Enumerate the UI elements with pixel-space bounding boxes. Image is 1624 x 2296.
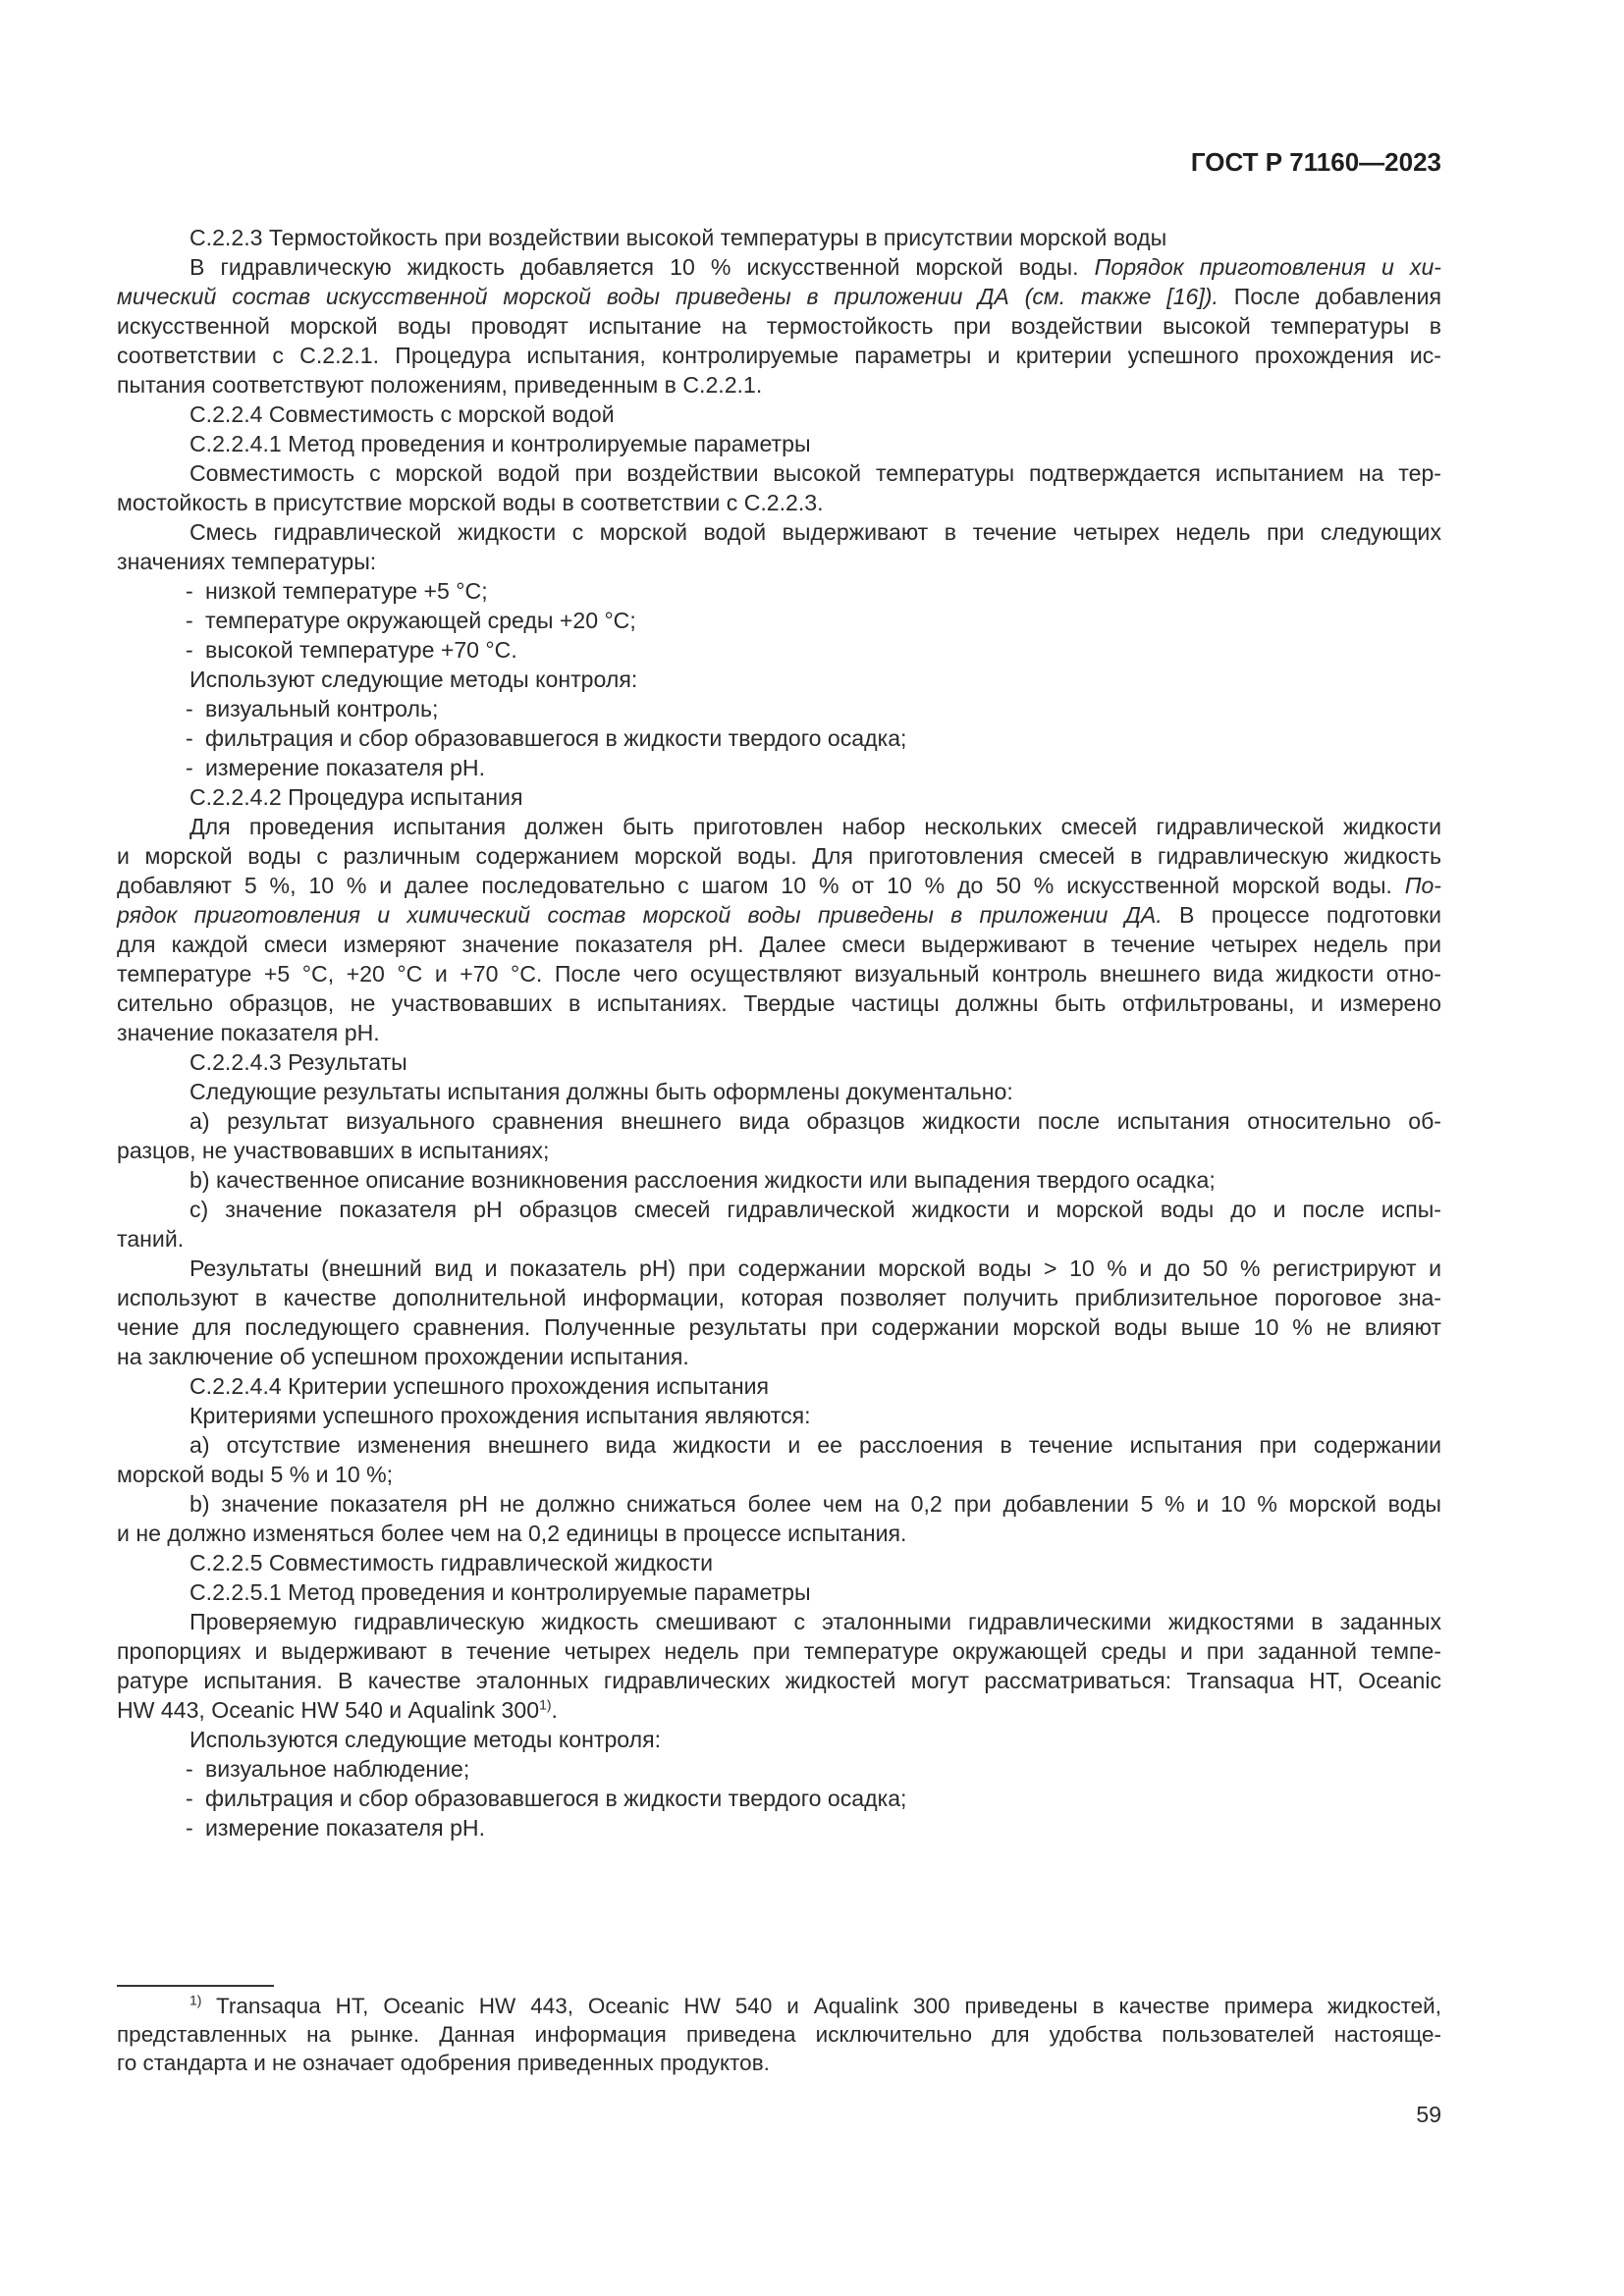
section-heading: С.2.2.4.1 Метод проведения и контролируемые параметры (189, 431, 811, 456)
list-item: - визуальное наблюдение; (186, 1756, 470, 1782)
paragraph-line: Используются следующие методы контроля: (189, 1727, 662, 1752)
section-heading: С.2.2.4.3 Результаты (189, 1049, 407, 1075)
paragraph-line: сительно образцов, не участвовавших в испытаниях. Твердые частицы должны быть отфильтрованы, и измерено (117, 990, 1441, 1016)
list-item: - визуальный контроль; (186, 696, 439, 721)
footnote-divider (117, 1985, 274, 1987)
paragraph-line: В гидравлическую жидкость добавляется 10 % искусственной морской воды. Порядок приготовления и хи- (189, 254, 1441, 280)
page-number: 59 (1416, 2102, 1441, 2127)
paragraph-line: Для проведения испытания должен быть приготовлен набор нескольких смесей гидравлической жидкости (189, 814, 1441, 839)
footnote (117, 1992, 1441, 2077)
list-item: - температуре окружающей среды +20 °C; (186, 608, 636, 633)
paragraph-line: Следующие результаты испытания должны быть оформлены документально: (189, 1079, 1013, 1104)
paragraph-line: ратуре испытания. В качестве эталонных гидравлических жидкостей могут рассматриваться: Transaqua HT, Oceanic (117, 1668, 1441, 1693)
paragraph-line: на заключение об успешном прохождении испытания. (117, 1344, 689, 1369)
section-heading: С.2.2.5.1 Метод проведения и контролируемые параметры (189, 1579, 811, 1605)
list-item: - низкой температуре +5 °C; (186, 578, 488, 604)
paragraph-line: таний. (117, 1226, 185, 1252)
paragraph-line: мостойкость в присутствие морской воды в соответствии с С.2.2.3. (117, 490, 824, 515)
enumerated-item: a) отсутствие изменения внешнего вида жидкости и ее расслоения в течение испытания при содержании (189, 1432, 1441, 1458)
paragraph-line: пропорциях и выдерживают в течение четырех недель при температуре окружающей среды и при заданной темпе- (117, 1638, 1441, 1664)
footnote-marker: 1) (189, 1992, 202, 2008)
paragraph-line: значениях температуры: (117, 549, 377, 574)
paragraph-line: разцов, не участвовавших в испытаниях; (117, 1138, 550, 1163)
enumerated-item: b) значение показателя pH не должно снижаться более чем на 0,2 при добавлении 5 % и 10 % морской воды (189, 1491, 1441, 1517)
footnote-line: представленных на рынке. Данная информация приведена исключительно для удобства пользователей настояще- (117, 2022, 1441, 2047)
enumerated-item: c) значение показателя pH образцов смесей гидравлической жидкости и морской воды до и после испы- (189, 1197, 1441, 1222)
section-heading: С.2.2.3 Термостойкость при воздействии высокой температуры в присутствии морской воды (189, 225, 1167, 250)
page-body (117, 223, 1441, 1842)
paragraph-line: морской воды 5 % и 10 %; (117, 1462, 394, 1487)
paragraph-line: и не должно изменяться более чем на 0,2 единицы в процессе испытания. (117, 1521, 907, 1546)
paragraph-line: Критериями успешного прохождения испытания являются: (189, 1403, 811, 1428)
paragraph-line: рядок приготовления и химический состав морской воды приведены в приложении ДА. В процессе подготовки (117, 902, 1441, 928)
list-item: - высокой температуре +70 °C. (186, 637, 517, 663)
paragraph-line: HW 443, Oceanic HW 540 и Aqualink 300$^{1)}$. (117, 1696, 558, 1723)
paragraph-line: температуре +5 °C, +20 °C и +70 °C. После чего осуществляют визуальный контроль внешнего вида жидкости отно- (117, 961, 1441, 987)
paragraph-line: для каждой смеси измеряют значение показателя pH. Далее смеси выдерживают в течение четырех недель при (117, 932, 1441, 957)
paragraph-line: используют в качестве дополнительной информации, которая позволяет получить приблизительное пороговое зна- (117, 1285, 1441, 1310)
paragraph-line: Проверяемую гидравлическую жидкость смешивают с эталонными гидравлическими жидкостями в заданных (189, 1609, 1441, 1634)
paragraph-line: Смесь гидравлической жидкости с морской водой выдерживают в течение четырех недель при следующих (189, 519, 1441, 545)
footnote-reference[interactable]: 1) (539, 1696, 552, 1713)
section-heading: С.2.2.4 Совместимость с морской водой (189, 401, 615, 427)
footnote-line: $^{1)}$ Transaqua HT, Oceanic HW 443, Oceanic HW 540 и Aqualink 300 приведены в качестве примера жидкостей, (189, 1992, 1441, 2018)
list-item: - фильтрация и сбор образовавшегося в жидкости твердого осадка; (186, 1786, 907, 1811)
paragraph-line: мический состав искусственной морской воды приведены в приложении ДА (см. также [16]). После добавления (117, 284, 1441, 309)
paragraph-line: соответствии с С.2.2.1. Процедура испытания, контролируемые параметры и критерии успешного прохождения ис- (117, 343, 1441, 368)
paragraph-line: пытания соответствуют положениям, приведенным в С.2.2.1. (117, 372, 763, 398)
paragraph-line: Результаты (внешний вид и показатель pH) при содержании морской воды > 10 % и до 50 % регистрируют и (189, 1255, 1441, 1281)
list-item: - измерение показателя pH. (186, 1815, 486, 1841)
list-item: - фильтрация и сбор образовавшегося в жидкости твердого осадка; (186, 725, 907, 751)
paragraph-line: искусственной морской воды проводят испытание на термостойкость при воздействии высокой температуры в (117, 313, 1441, 339)
paragraph-line: Используют следующие методы контроля: (189, 667, 638, 692)
paragraph-line: и морской воды с различным содержанием морской воды. Для приготовления смесей в гидравлическую жидкость (117, 843, 1441, 869)
list-item: - измерение показателя pH. (186, 755, 486, 780)
enumerated-item: b) качественное описание возникновения расслоения жидкости или выпадения твердого осадка; (189, 1167, 1216, 1193)
section-heading: С.2.2.4.4 Критерии успешного прохождения испытания (189, 1373, 770, 1399)
paragraph-line: значение показателя pH. (117, 1020, 380, 1045)
footnote-line: го стандарта и не означает одобрения приведенных продуктов. (117, 2051, 770, 2075)
section-heading: С.2.2.5 Совместимость гидравлической жидкости (189, 1550, 714, 1575)
paragraph-line: чение для последующего сравнения. Полученные результаты при содержании морской воды выше 10 % не влияют (117, 1314, 1441, 1340)
enumerated-item: a) результат визуального сравнения внешнего вида образцов жидкости после испытания относительно об- (189, 1108, 1441, 1134)
paragraph-line: Совместимость с морской водой при воздействии высокой температуры подтверждается испытанием на тер- (189, 460, 1441, 486)
paragraph-line: добавляют 5 %, 10 % и далее последовательно с шагом 10 % от 10 % до 50 % искусственной морской воды. По- (117, 873, 1441, 898)
section-heading: С.2.2.4.2 Процедура испытания (189, 784, 523, 810)
document-id: ГОСТ Р 71160—2023 (1190, 147, 1441, 177)
